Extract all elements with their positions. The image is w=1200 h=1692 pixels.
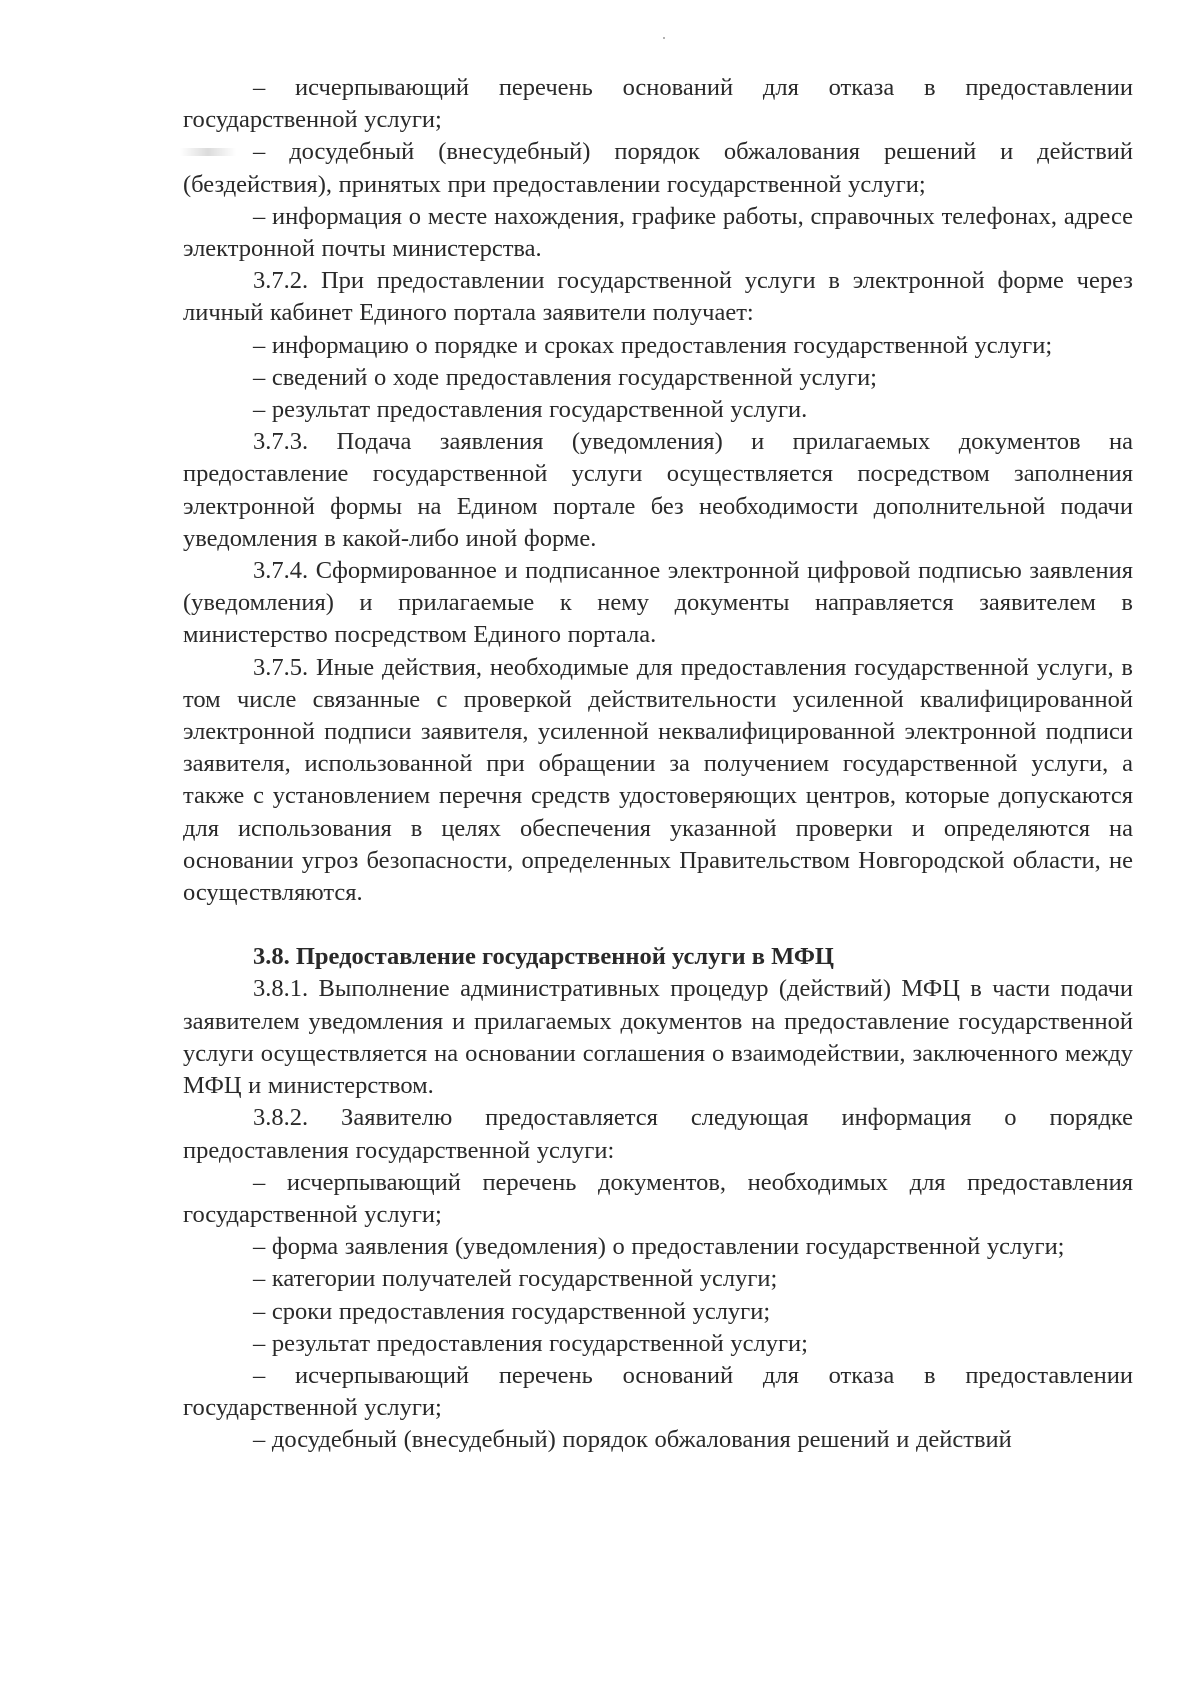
- paragraph-service-result-2: – результат предоставления государственной услуги;: [253, 1329, 808, 1357]
- paragraph-documents-list: – исчерпывающий перечень документов, необходимых для предоставления государственной услуги;: [183, 1168, 1133, 1228]
- scan-speck: [663, 37, 665, 39]
- paragraph-service-deadlines: – сроки предоставления государственной услуги;: [253, 1297, 771, 1325]
- paragraph-3-7-4: 3.7.4. Сформированное и подписанное электронной цифровой подписью заявления (уведомления) и прилагаемые к нему документы направляется заявителем в министерство посредством Единого портала.: [183, 557, 1133, 649]
- paragraph-recipient-categories: – категории получателей государственной услуги;: [253, 1265, 778, 1293]
- paragraph-service-terms-info: – информацию о порядке и сроках предоставления государственной услуги;: [253, 331, 1053, 359]
- paragraph-3-7-5: 3.7.5. Иные действия, необходимые для предоставления государственной услуги, в том числе связанные с проверкой действительности усиленной квалифицированной электронной подписи заявителя, усиленной неквалифицированной электронной подписи заявителя, использованной при обращении за получением государственной услуги, а также с установлением перечня средств удостоверяющих центров, которые допускаются для использования в целях обеспечения указанной проверки и определяются на основании угроз безопасности, определенных Правительством Новгородской области, не осуществляются.: [183, 653, 1133, 907]
- paragraph-3-8-1: 3.8.1. Выполнение административных процедур (действий) МФЦ в части подачи заявителем уведомления и прилагаемых документов на предоставление государственной услуги осуществляется на основании соглашения о взаимодействии, заключенного между МФЦ и министерством.: [183, 975, 1133, 1100]
- paragraph-3-7-2: 3.7.2. При предоставлении государственной услуги в электронной форме через личный кабинет Единого портала заявители получает:: [183, 267, 1133, 327]
- paragraph-3-8-2: 3.8.2. Заявителю предоставляется следующая информация о порядке предоставления государственной услуги:: [183, 1104, 1133, 1164]
- paragraph-application-form: – форма заявления (уведомления) о предоставлении государственной услуги;: [253, 1233, 1065, 1261]
- document-body: [183, 72, 1133, 1457]
- paragraph-appeal-procedure-2: – досудебный (внесудебный) порядок обжалования решений и действий: [253, 1426, 1012, 1454]
- section-heading-3-8: 3.8. Предоставление государственной услуги в МФЦ: [253, 943, 834, 971]
- paragraph-refusal-grounds: – исчерпывающий перечень оснований для отказа в предоставлении государственной услуги;: [183, 74, 1133, 134]
- paragraph-progress-info: – сведений о ходе предоставления государственной услуги;: [253, 363, 877, 391]
- paragraph-refusal-grounds-2: – исчерпывающий перечень оснований для отказа в предоставлении государственной услуги;: [183, 1361, 1133, 1422]
- paragraph-service-result: – результат предоставления государственной услуги.: [253, 396, 808, 424]
- paragraph-ministry-contacts: – информация о месте нахождения, графике работы, справочных телефонах, адресе электронной почты министерства.: [183, 202, 1133, 263]
- paragraph-3-7-3: 3.7.3. Подача заявления (уведомления) и прилагаемых документов на предоставление государственной услуги осуществляется посредством заполнения электронной формы на Едином портале без необходимости дополнительной подачи уведомления в какой-либо иной форме.: [183, 428, 1133, 552]
- paragraph-appeal-procedure: – досудебный (внесудебный) порядок обжалования решений и действий (бездействия), принятых при предоставлении государственной услуги;: [183, 138, 1133, 198]
